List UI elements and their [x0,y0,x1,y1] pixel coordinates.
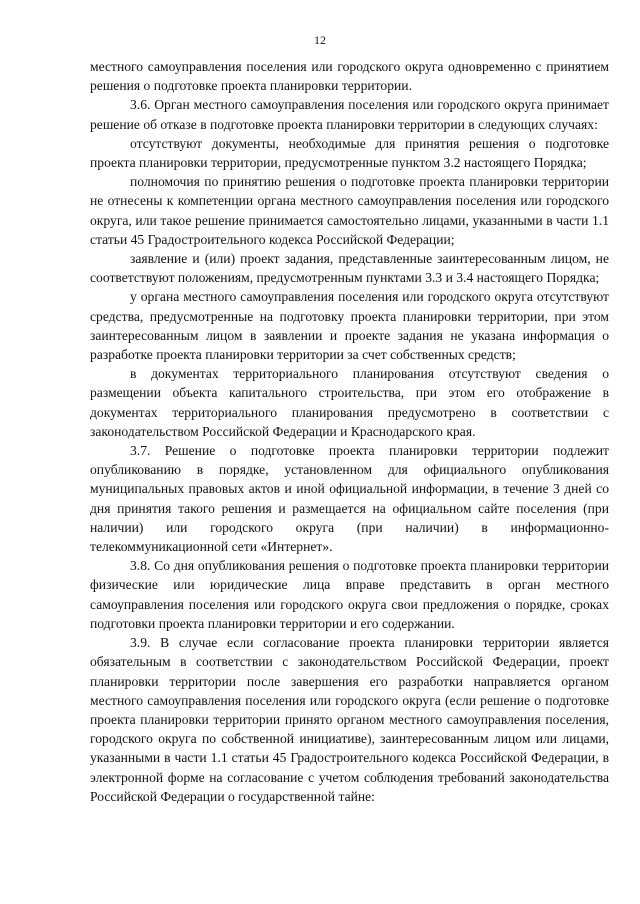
paragraph-3-9: 3.9. В случае если согласование проекта планировки территории является обязательным в соответствии с законодательством Российской Федерации, проект планировки территории после завершения его разработки направляется органом местного самоуправления поселения или городского округа (если решение о подготовке проекта планировки территории принято органом местного самоуправления поселения, городского округа по собственной инициативе), заинтересованным лицом или лицами, указанными в части 1.1 статьи 45 Градостроительного кодекса Российской Федерации, в электронной форме на согласование с учетом соблюдения требований законодательства Российской Федерации о государственной тайне: [90,635,609,804]
paragraph-3-6: 3.6. Орган местного самоуправления поселения или городского округа принимает решение об отказе в подготовке проекта планировки территории в следующих случаях: [90,97,609,132]
list-item-no-competence: полномочия по принятию решения о подготовке проекта планировки территории не отнесены к компетенции органа местного самоуправления поселения или городского округа, или такое решение принимается самостоятельно лицами, указанными в части 1.1 статьи 45 Градостроительного кодекса Российской Федерации; [90,174,609,247]
list-item-nonconforming-application: заявление и (или) проект задания, представленные заинтересованным лицом, не соответствуют положениям, предусмотренным пунктами 3.3 и 3.4 настоящего Порядка; [90,251,609,286]
paragraph-3-8: 3.8. Со дня опубликования решения о подготовке проекта планировки территории физические или юридические лица вправе представить в орган местного самоуправления поселения или городского округа свои предложения о порядке, сроках подготовки проекта планировки территории и его содержании. [90,558,609,631]
paragraph-continuation: местного самоуправления поселения или городского округа одновременно с принятием решения о подготовке проекта планировки территории. [90,59,609,94]
page-number: 12 [314,33,326,47]
document-body [90,57,609,806]
list-item-no-territorial-data: в документах территориального планирования отсутствуют сведения о размещении объекта капитального строительства, при этом его отображение в документах территориального планирования предусмотрено в соответствии с законодательством Российской Федерации и Краснодарского края. [90,366,609,439]
paragraph-3-7: 3.7. Решение о подготовке проекта планировки территории подлежит опубликованию в порядке, установленном для официального опубликования муниципальных правовых актов и иной официальной информации, в течение 3 дней со дня принятия такого решения и размещается на официальном сайте поселения (при наличии) или городского округа (при наличии) в информационно-телекоммуникационной сети «Интернет». [90,443,609,555]
list-item-missing-documents: отсутствуют документы, необходимые для принятия решения о подготовке проекта планировки территории, предусмотренные пунктом 3.2 настоящего Порядка; [90,135,609,171]
list-item-no-funds: у органа местного самоуправления поселения или городского округа отсутствуют средства, предусмотренные на подготовку проекта планировки территории, при этом заинтересованным лицом в заявлении и проекте задания не указана информация о разработке проекта планировки территории за счет собственных средств; [90,289,609,363]
